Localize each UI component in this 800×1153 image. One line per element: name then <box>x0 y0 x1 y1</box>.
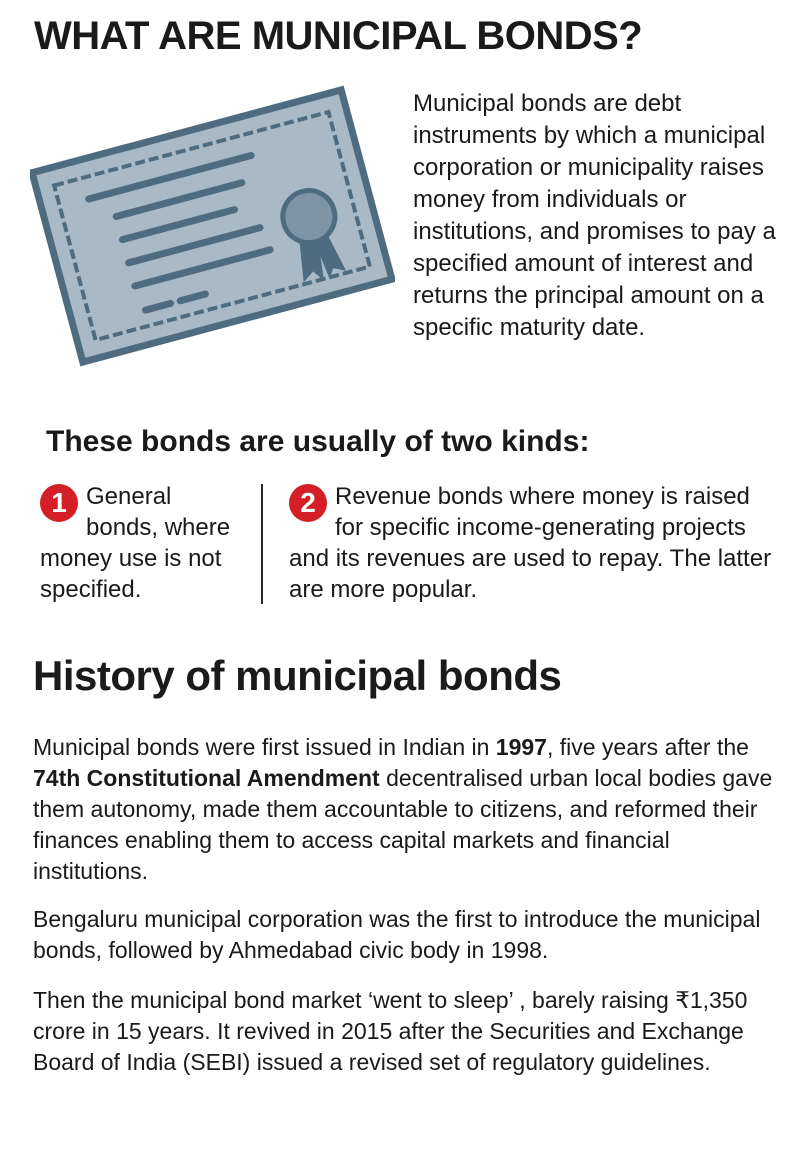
divider <box>261 484 263 604</box>
number-badge: 1 <box>40 484 78 522</box>
number-badge: 2 <box>289 484 327 522</box>
certificate-icon <box>30 76 395 376</box>
history-paragraph: Bengaluru municipal corporation was the first to introduce the municipal bonds, followed by Ahmedabad civic body in 1998. <box>33 906 761 963</box>
bond-kind-text: Revenue bonds where money is raised for specific income-generating projects and its revenues are used to repay. The latter are more popular. <box>289 483 772 603</box>
history-paragraph: Then the municipal bond market ‘went to sleep’ , barely raising ₹1,350 crore in 15 years. It revived in 2015 after the Securities and Exchange Board of India (SEBI) issued a revised set of regulatory guidelines. <box>33 987 748 1075</box>
bond-kind-revenue <box>289 481 779 605</box>
intro-text: Municipal bonds are debt instruments by which a municipal corporation or municipality raises money from individuals or institutions, and promises to pay a specified amount of interest and returns the principal amount on a specific maturity date. <box>413 90 776 341</box>
text-run: decentralised urban local bodies gave them autonomy, made them accountable to citizens, and reformed their finances enabling them to access capital markets and financial institutions. <box>33 765 773 884</box>
kinds-heading: These bonds are usually of two kinds: <box>46 425 590 458</box>
bold-year: 1997 <box>495 734 547 760</box>
history-paragraph <box>33 732 783 887</box>
bond-kind-text: General bonds, where money use is not specified. <box>40 483 231 603</box>
history-heading: History of municipal bonds <box>33 652 562 699</box>
page-title: WHAT ARE MUNICIPAL BONDS? <box>34 14 643 58</box>
text-run: Municipal bonds were first issued in Indian in <box>33 734 496 760</box>
text-run: , five years after the <box>546 734 749 760</box>
bond-kind-general <box>40 481 246 605</box>
bold-amendment: 74th Constitutional Amendment <box>33 765 380 791</box>
